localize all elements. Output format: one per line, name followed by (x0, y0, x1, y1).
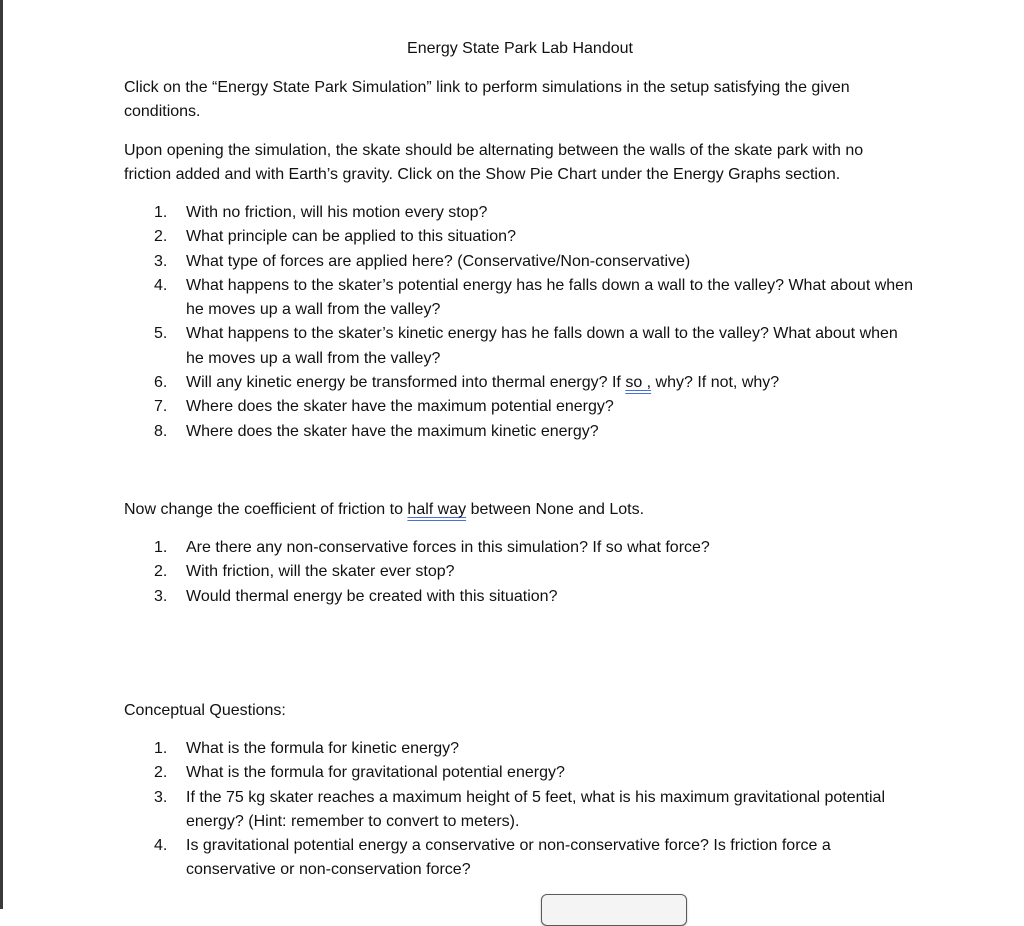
list-number: 3. (154, 788, 168, 806)
floating-action-button[interactable] (541, 894, 687, 926)
intro-paragraph-1: Click on the “Energy State Park Simulation” link to perform simulations in the setup satisfying the given conditions. (124, 79, 850, 120)
question-list-conceptual (124, 737, 914, 883)
list-item (124, 737, 914, 761)
list-item (124, 536, 914, 560)
list-number: 6. (154, 374, 168, 392)
list-number: 1. (154, 740, 168, 757)
list-item (124, 786, 914, 835)
list-item-text: Is gravitational potential energy a conservative or non-conservative force? Is friction force a conservative or non-conservation force? (186, 837, 831, 879)
list-item (124, 560, 914, 584)
list-item-text: Would thermal energy be created with this situation? (186, 587, 558, 605)
paragraph-text: Now change the coefficient of friction to (124, 501, 408, 518)
grammar-flagged-text[interactable]: half way (407, 501, 467, 518)
list-item (124, 761, 914, 785)
list-item-text: What principle can be applied to this situation? (186, 228, 516, 246)
list-item-text: What happens to the skater’s potential energy has he falls down a wall to the valley? What about when he moves up a wall from the valley? (186, 276, 913, 319)
list-item (124, 250, 914, 274)
conceptual-heading: Conceptual Questions: (124, 702, 286, 719)
list-item-text: What is the formula for kinetic energy? (186, 740, 460, 757)
list-item (124, 395, 914, 419)
list-number: 2. (154, 563, 168, 581)
list-item-text: What type of forces are applied here? (Conservative/Non-conservative) (186, 252, 691, 270)
list-item-text: If the 75 kg skater reaches a maximum height of 5 feet, what is his maximum gravitational potential energy? (Hint: remember to convert to meters). (186, 788, 885, 830)
paragraph-text: between None and Lots. (466, 501, 645, 518)
list-number: 1. (154, 539, 168, 556)
question-list-no-friction (124, 201, 914, 444)
list-item (124, 585, 914, 609)
intro-paragraph-2: Upon opening the simulation, the skate should be alternating between the walls of the skate park with no friction added and with Earth’s gravity. Click on the Show Pie Chart under the Energy Graphs section. (124, 142, 864, 183)
grammar-flagged-text[interactable]: so , (625, 374, 652, 392)
list-number: 2. (154, 228, 168, 246)
question-list-friction (124, 536, 914, 609)
list-item-text: Where does the skater have the maximum potential energy? (186, 398, 614, 416)
friction-paragraph (124, 498, 914, 522)
list-item-text: why? If not, why? (651, 374, 780, 392)
list-number: 3. (154, 587, 168, 605)
list-item-text: With no friction, will his motion every stop? (186, 204, 488, 221)
list-item (124, 322, 914, 371)
list-item-text: Where does the skater have the maximum kinetic energy? (186, 422, 599, 440)
list-number: 2. (154, 764, 168, 782)
list-item-text: With friction, will the skater ever stop? (186, 563, 455, 581)
list-number: 8. (154, 422, 168, 440)
list-item-text: What is the formula for gravitational potential energy? (186, 764, 565, 782)
list-number: 4. (154, 276, 168, 294)
list-item (124, 834, 914, 883)
list-item (124, 274, 914, 323)
list-number: 7. (154, 398, 168, 416)
list-number: 3. (154, 252, 168, 270)
list-item (124, 201, 914, 225)
list-number: 4. (154, 837, 168, 855)
window-left-edge (0, 0, 3, 909)
list-item-text: What happens to the skater’s kinetic energy has he falls down a wall to the valley? What about when he moves up a wall from the valley? (186, 325, 898, 367)
list-number: 5. (154, 325, 168, 343)
list-item-text: Will any kinetic energy be transformed into thermal energy? If (186, 374, 626, 392)
list-item-text: Are there any non-conservative forces in this simulation? If so what force? (186, 539, 710, 556)
document-title: Energy State Park Lab Handout (407, 40, 633, 57)
list-item (124, 225, 914, 249)
list-item (124, 420, 914, 444)
list-number: 1. (154, 204, 168, 221)
list-item (124, 371, 914, 395)
